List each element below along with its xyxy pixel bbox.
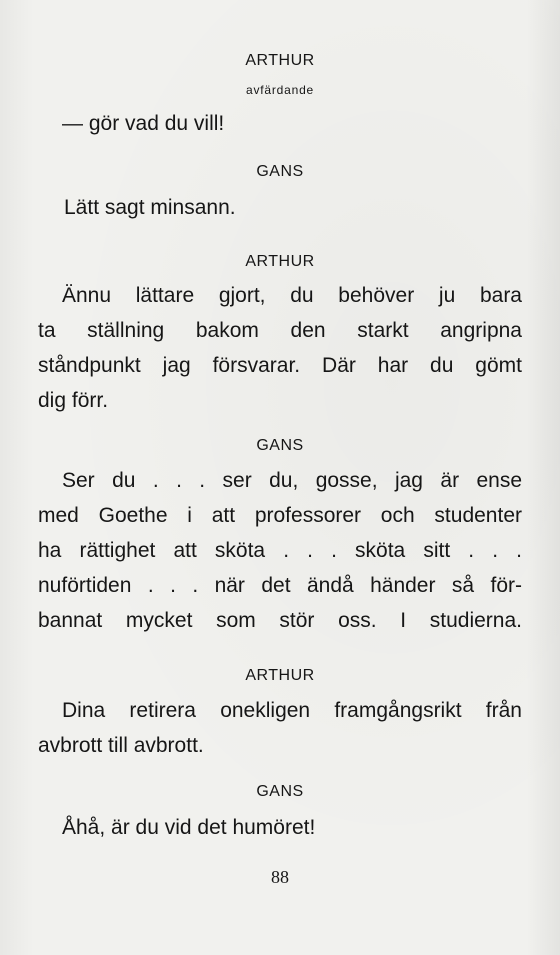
dialogue-line: nuförtiden . . . när det ändå händer så för- bbox=[38, 574, 522, 597]
dialogue-line: — gör vad du vill! bbox=[62, 112, 225, 135]
page-number: 88 bbox=[271, 867, 289, 887]
speaker-name: GANS bbox=[256, 437, 304, 454]
dialogue-line: med Goethe i att professorer och studenter bbox=[38, 504, 522, 527]
stage-direction: avfärdande bbox=[245, 83, 315, 97]
dialogue-line: ståndpunkt jag försvarar. Där har du gömt bbox=[38, 354, 522, 377]
dialogue-line: avbrott till avbrott. bbox=[38, 734, 204, 757]
dialogue-line: Lätt sagt minsann. bbox=[64, 196, 236, 219]
dialogue-line: Dina retirera onekligen framgångsrikt från bbox=[62, 699, 522, 722]
dialogue-line: dig förr. bbox=[38, 389, 109, 412]
dialogue-line: Ännu lättare gjort, du behöver ju bara bbox=[62, 284, 522, 307]
speaker-name: ARTHUR bbox=[245, 52, 315, 69]
dialogue-line: Ser du . . . ser du, gosse, jag är ense bbox=[62, 469, 522, 492]
dialogue-line: bannat mycket som stör oss. I studierna. bbox=[38, 609, 522, 632]
dialogue-line: ta ställning bakom den starkt angripna bbox=[38, 319, 522, 342]
speaker-name: ARTHUR bbox=[245, 253, 315, 270]
speaker-name: GANS bbox=[256, 783, 304, 800]
speaker-name: GANS bbox=[256, 163, 304, 180]
dialogue-line: ha rättighet att sköta . . . sköta sitt . . . bbox=[38, 539, 522, 562]
dialogue-line: Åhå, är du vid det humöret! bbox=[62, 816, 316, 839]
speaker-name: ARTHUR bbox=[245, 667, 315, 684]
